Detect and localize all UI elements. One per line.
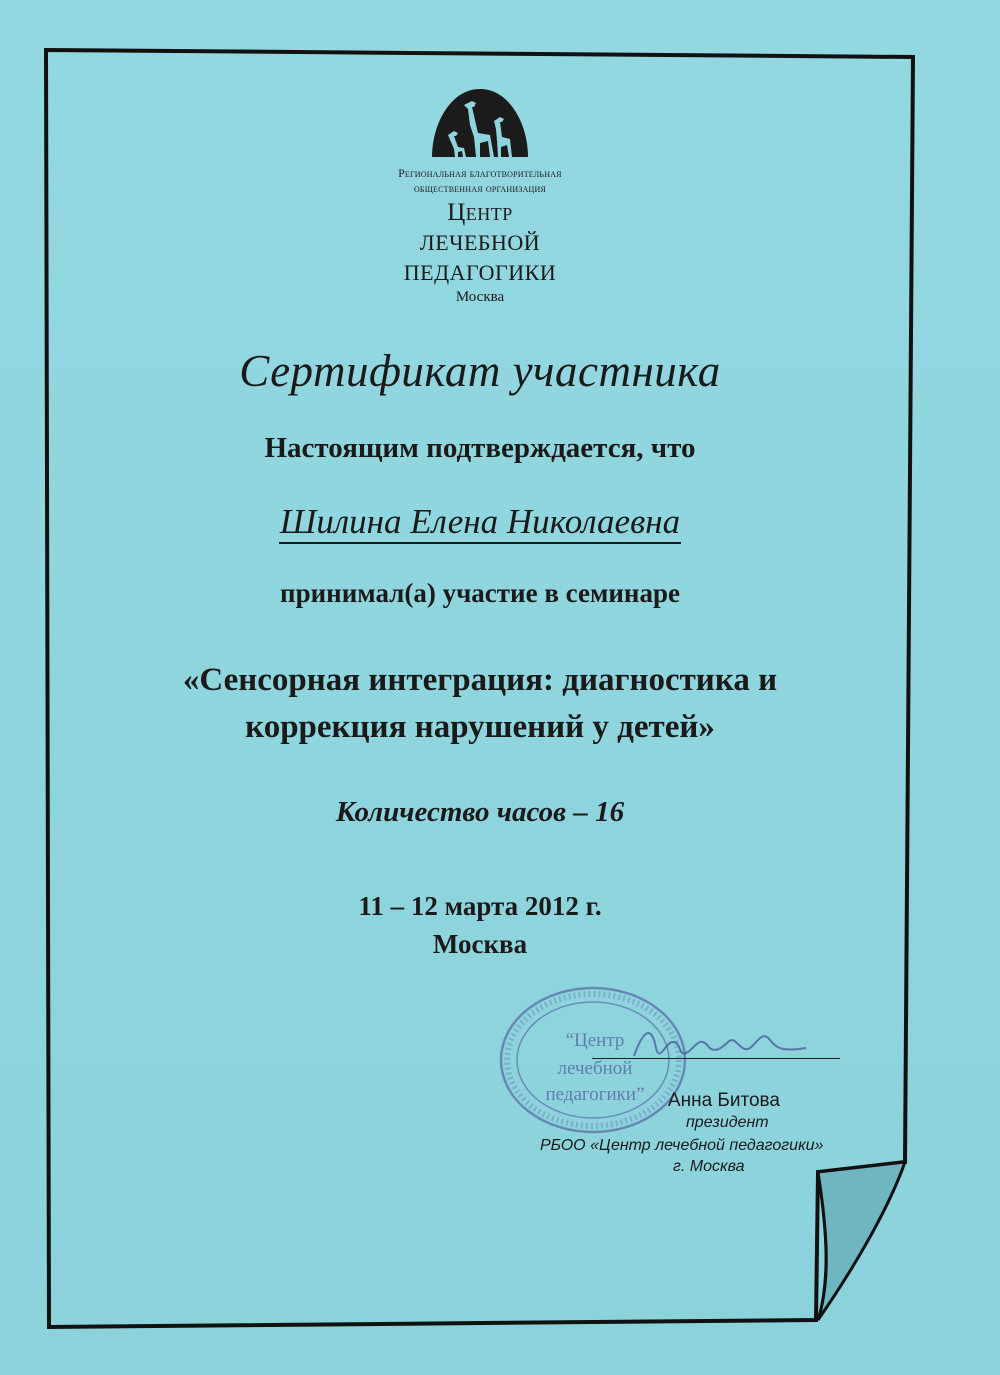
stamp-line3: педагогики” [545, 1084, 645, 1105]
confirm-text: Настоящим подтверждается, что [264, 432, 696, 464]
seminar-title-line1: «Сенсорная интеграция: диагностика и [182, 662, 778, 698]
signer-organization: РБОО «Центр лечебной педагогики» [540, 1137, 824, 1154]
org-type-line2: общественная организация [413, 183, 547, 195]
org-city: Москва [455, 289, 505, 305]
stamp-line2: лечебной [557, 1058, 633, 1079]
participated-text: принимал(а) участие в семинаре [280, 578, 680, 608]
certificate-title: Сертификат участника [239, 346, 721, 396]
seminar-title-line2: коррекция нарушений у детей» [245, 709, 715, 745]
seminar-city: Москва [432, 929, 528, 959]
seminar-dates: 11 – 12 марта 2012 г. [358, 891, 602, 921]
hours-count: Количество часов – 16 [335, 796, 625, 828]
signer-name: Анна Битова [667, 1090, 780, 1111]
seminar-title [80, 657, 880, 751]
giraffe-logo-icon [428, 85, 532, 163]
org-name-line1: Центр [447, 199, 513, 226]
org-name-line3: ПЕДАГОГИКИ [403, 260, 557, 285]
participant-name: Шилина Елена Николаевна [279, 503, 681, 544]
signer-role: президент [686, 1114, 769, 1131]
org-type-line1: Региональная благотворительная [398, 168, 562, 180]
signer-city: г. Москва [673, 1158, 745, 1175]
handwritten-signature-icon [630, 1018, 810, 1068]
curled-corner [818, 1162, 905, 1320]
stamp-line1: “Центр [565, 1030, 625, 1051]
participant-name-wrap [80, 503, 880, 544]
org-name-line2: ЛЕЧЕБНОЙ [419, 230, 541, 255]
